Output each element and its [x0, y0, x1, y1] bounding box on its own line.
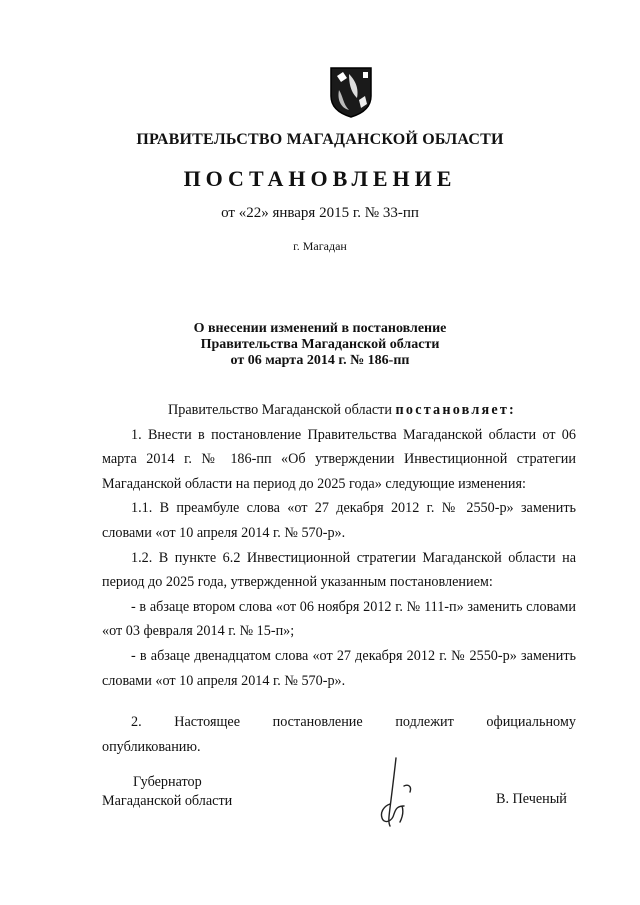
p2-word-5: официальному	[486, 714, 576, 730]
signatory-title-line-2: Магаданской области	[102, 793, 233, 809]
signatory-name: В. Печеный	[496, 791, 567, 807]
p2-word-1: 2.	[131, 714, 142, 730]
paragraph-1-2-b: - в абзаце двенадцатом слова «от 27 декабря 2012 г. № 2550-р» заменить словами «от 10 апреля 2014 г. № 570-р».	[102, 647, 576, 689]
paragraph-1-2: 1.2. В пункте 6.2 Инвестиционной стратегии Магаданской области на период до 2025 года, утвержденной указанным постановлением:	[102, 549, 576, 591]
intro-resolves: постановляет:	[395, 402, 516, 418]
subject-line-1: О внесении изменений в постановление	[193, 321, 447, 336]
handwritten-signature	[374, 756, 424, 830]
paragraph-1-2-a: - в абзаце втором слова «от 06 ноября 2012 г. № 111-п» заменить словами «от 03 февраля 2014 г. № 15-п»;	[102, 598, 576, 640]
coat-of-arms-icon	[329, 66, 373, 118]
subject-line-2: Правительства Магаданской области	[200, 337, 440, 352]
paragraph-1: 1. Внести в постановление Правительства Магаданской области от 06 марта 2014 г. № 186-пп «Об утверждении Инвестиционной стратегии Магаданской области на период до 2025 года» следующие изменения:	[102, 426, 576, 492]
document-type: ПОСТАНОВЛЕНИЕ	[183, 166, 457, 191]
subject-line-3: от 06 марта 2014 г. № 186-пп	[230, 353, 410, 368]
document-body	[102, 398, 576, 693]
intro-paragraph	[102, 398, 576, 423]
paragraph-2	[102, 710, 576, 759]
paragraph-1-1: 1.1. В преамбуле слова «от 27 декабря 2012 г. № 2550-р» заменить словами «от 10 апреля 2014 г. № 570-р».	[102, 500, 576, 541]
city-name: г. Магадан	[293, 239, 347, 253]
document-subject	[0, 321, 640, 369]
p2-word-4: подлежит	[395, 714, 454, 730]
paragraph-2-tail: опубликованию.	[102, 738, 201, 755]
government-name: ПРАВИТЕЛЬСТВО МАГАДАНСКОЙ ОБЛАСТИ	[136, 131, 504, 148]
intro-prefix: Правительство Магаданской области	[168, 402, 396, 418]
date-and-number: от «22» января 2015 г. № 33-пп	[221, 205, 419, 221]
paragraph-2-first-line	[102, 710, 576, 735]
signatory-title-line-1: Губернатор	[133, 774, 202, 790]
p2-word-3: постановление	[272, 714, 363, 730]
p2-word-2: Настоящее	[174, 714, 240, 730]
signatory-title	[102, 773, 252, 811]
